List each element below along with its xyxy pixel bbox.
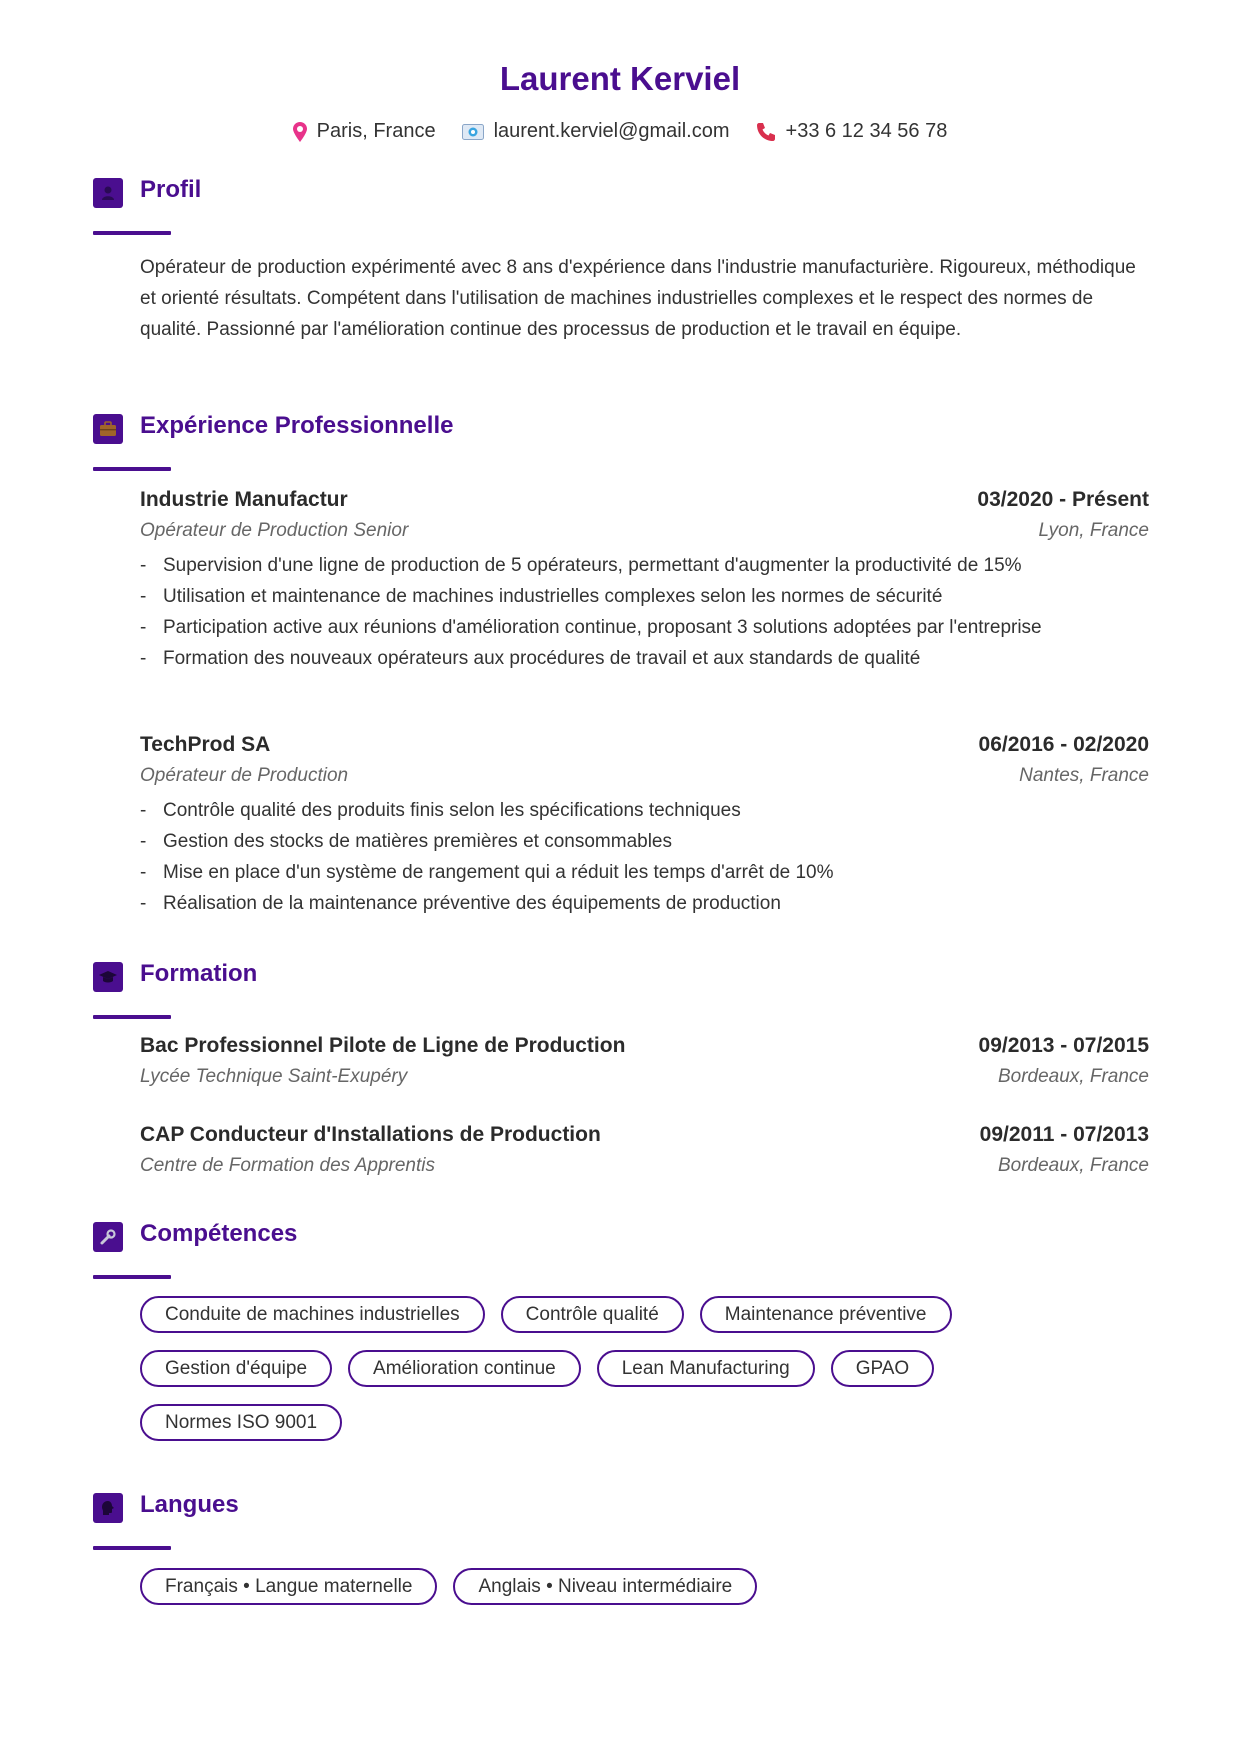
skill-chip: Normes ISO 9001 bbox=[140, 1404, 342, 1441]
list-item: - Contrôle qualité des produits finis selon les spécifications techniques bbox=[140, 800, 741, 821]
contact-bar bbox=[0, 120, 1240, 143]
skill-chip: Conduite de machines industrielles bbox=[140, 1296, 485, 1333]
education-entry bbox=[140, 1123, 1149, 1177]
section-divider bbox=[93, 1546, 171, 1550]
section-divider bbox=[93, 231, 171, 235]
graduation-cap-icon bbox=[93, 962, 123, 992]
speaking-head-icon bbox=[93, 1493, 123, 1523]
language-chip: Anglais • Niveau intermédiaire bbox=[453, 1568, 757, 1605]
skill-chip: Contrôle qualité bbox=[501, 1296, 684, 1333]
skill-chip: Gestion d'équipe bbox=[140, 1350, 332, 1387]
experience-entry bbox=[140, 733, 1149, 923]
candidate-name: Laurent Kerviel bbox=[499, 60, 741, 97]
experience-entry bbox=[140, 488, 1149, 678]
company-name: Industrie Manufactur bbox=[140, 488, 348, 511]
skills-list bbox=[140, 1296, 1150, 1441]
school-location: Bordeaux, France bbox=[997, 1066, 1149, 1087]
education-dates: 09/2013 - 07/2015 bbox=[978, 1034, 1149, 1057]
wrench-icon bbox=[93, 1222, 123, 1252]
company-name: TechProd SA bbox=[140, 733, 271, 756]
section-divider bbox=[93, 1015, 171, 1019]
school-location: Bordeaux, France bbox=[997, 1155, 1149, 1176]
section-title-profile: Profil bbox=[140, 176, 202, 203]
job-role: Opérateur de Production Senior bbox=[140, 520, 409, 541]
skill-chip: Amélioration continue bbox=[348, 1350, 581, 1387]
section-title-skills: Compétences bbox=[140, 1220, 298, 1247]
section-divider bbox=[93, 1275, 171, 1279]
section-title-languages: Langues bbox=[140, 1491, 239, 1518]
map-pin-icon bbox=[293, 122, 307, 142]
skill-chip: Maintenance préventive bbox=[700, 1296, 952, 1333]
education-entry bbox=[140, 1034, 1149, 1088]
list-item: - Supervision d'une ligne de production de 5 opérateurs, permettant d'augmenter la productivité de 15% bbox=[140, 555, 1022, 576]
languages-list bbox=[140, 1568, 1150, 1605]
briefcase-icon bbox=[93, 414, 123, 444]
job-dates: 06/2016 - 02/2020 bbox=[978, 733, 1149, 756]
email-icon bbox=[462, 124, 484, 140]
contact-phone[interactable] bbox=[756, 120, 948, 143]
section-title-experience: Expérience Professionnelle bbox=[140, 412, 454, 439]
person-icon bbox=[93, 178, 123, 208]
section-divider bbox=[93, 467, 171, 471]
skill-chip: GPAO bbox=[831, 1350, 935, 1387]
contact-email[interactable] bbox=[462, 120, 730, 143]
list-item: - Participation active aux réunions d'amélioration continue, proposant 3 solutions adoptées par l'entreprise bbox=[140, 617, 1042, 638]
language-chip: Français • Langue maternelle bbox=[140, 1568, 437, 1605]
education-dates: 09/2011 - 07/2013 bbox=[979, 1123, 1149, 1146]
list-item: - Formation des nouveaux opérateurs aux procédures de travail et aux standards de qualité bbox=[140, 648, 921, 669]
phone-icon bbox=[756, 122, 776, 142]
email-text[interactable]: laurent.kerviel@gmail.com bbox=[493, 120, 730, 142]
degree-name: Bac Professionnel Pilote de Ligne de Production bbox=[140, 1034, 626, 1057]
job-bullets bbox=[140, 554, 1149, 670]
school-name: Lycée Technique Saint-Exupéry bbox=[140, 1066, 408, 1087]
school-name: Centre de Formation des Apprentis bbox=[140, 1155, 436, 1176]
list-item: - Mise en place d'un système de rangement qui a réduit les temps d'arrêt de 10% bbox=[140, 862, 834, 883]
job-bullets bbox=[140, 799, 1149, 915]
phone-text[interactable]: +33 6 12 34 56 78 bbox=[785, 120, 948, 142]
list-item: - Gestion des stocks de matières premières et consommables bbox=[140, 831, 672, 852]
section-title-education: Formation bbox=[140, 960, 258, 987]
job-location: Nantes, France bbox=[1019, 765, 1149, 786]
list-item: - Réalisation de la maintenance préventive des équipements de production bbox=[140, 893, 781, 914]
location-text: Paris, France bbox=[316, 120, 436, 142]
job-location: Lyon, France bbox=[1038, 520, 1149, 541]
degree-name: CAP Conducteur d'Installations de Production bbox=[140, 1123, 601, 1146]
job-role: Opérateur de Production bbox=[140, 765, 349, 786]
job-dates: 03/2020 - Présent bbox=[977, 488, 1149, 511]
list-item: - Utilisation et maintenance de machines industrielles complexes selon les normes de sécurité bbox=[140, 586, 943, 607]
contact-location bbox=[293, 120, 436, 143]
skill-chip: Lean Manufacturing bbox=[597, 1350, 815, 1387]
profile-summary: Opérateur de production expérimenté avec 8 ans d'expérience dans l'industrie manufacturière. Rigoureux, méthodique et orienté résultats. Compétent dans l'utilisation de machines industrielles complexes et le respect des normes de qualité. Passionné par l'amélioration continue des processus de production et le travail en équipe. bbox=[140, 257, 1136, 340]
